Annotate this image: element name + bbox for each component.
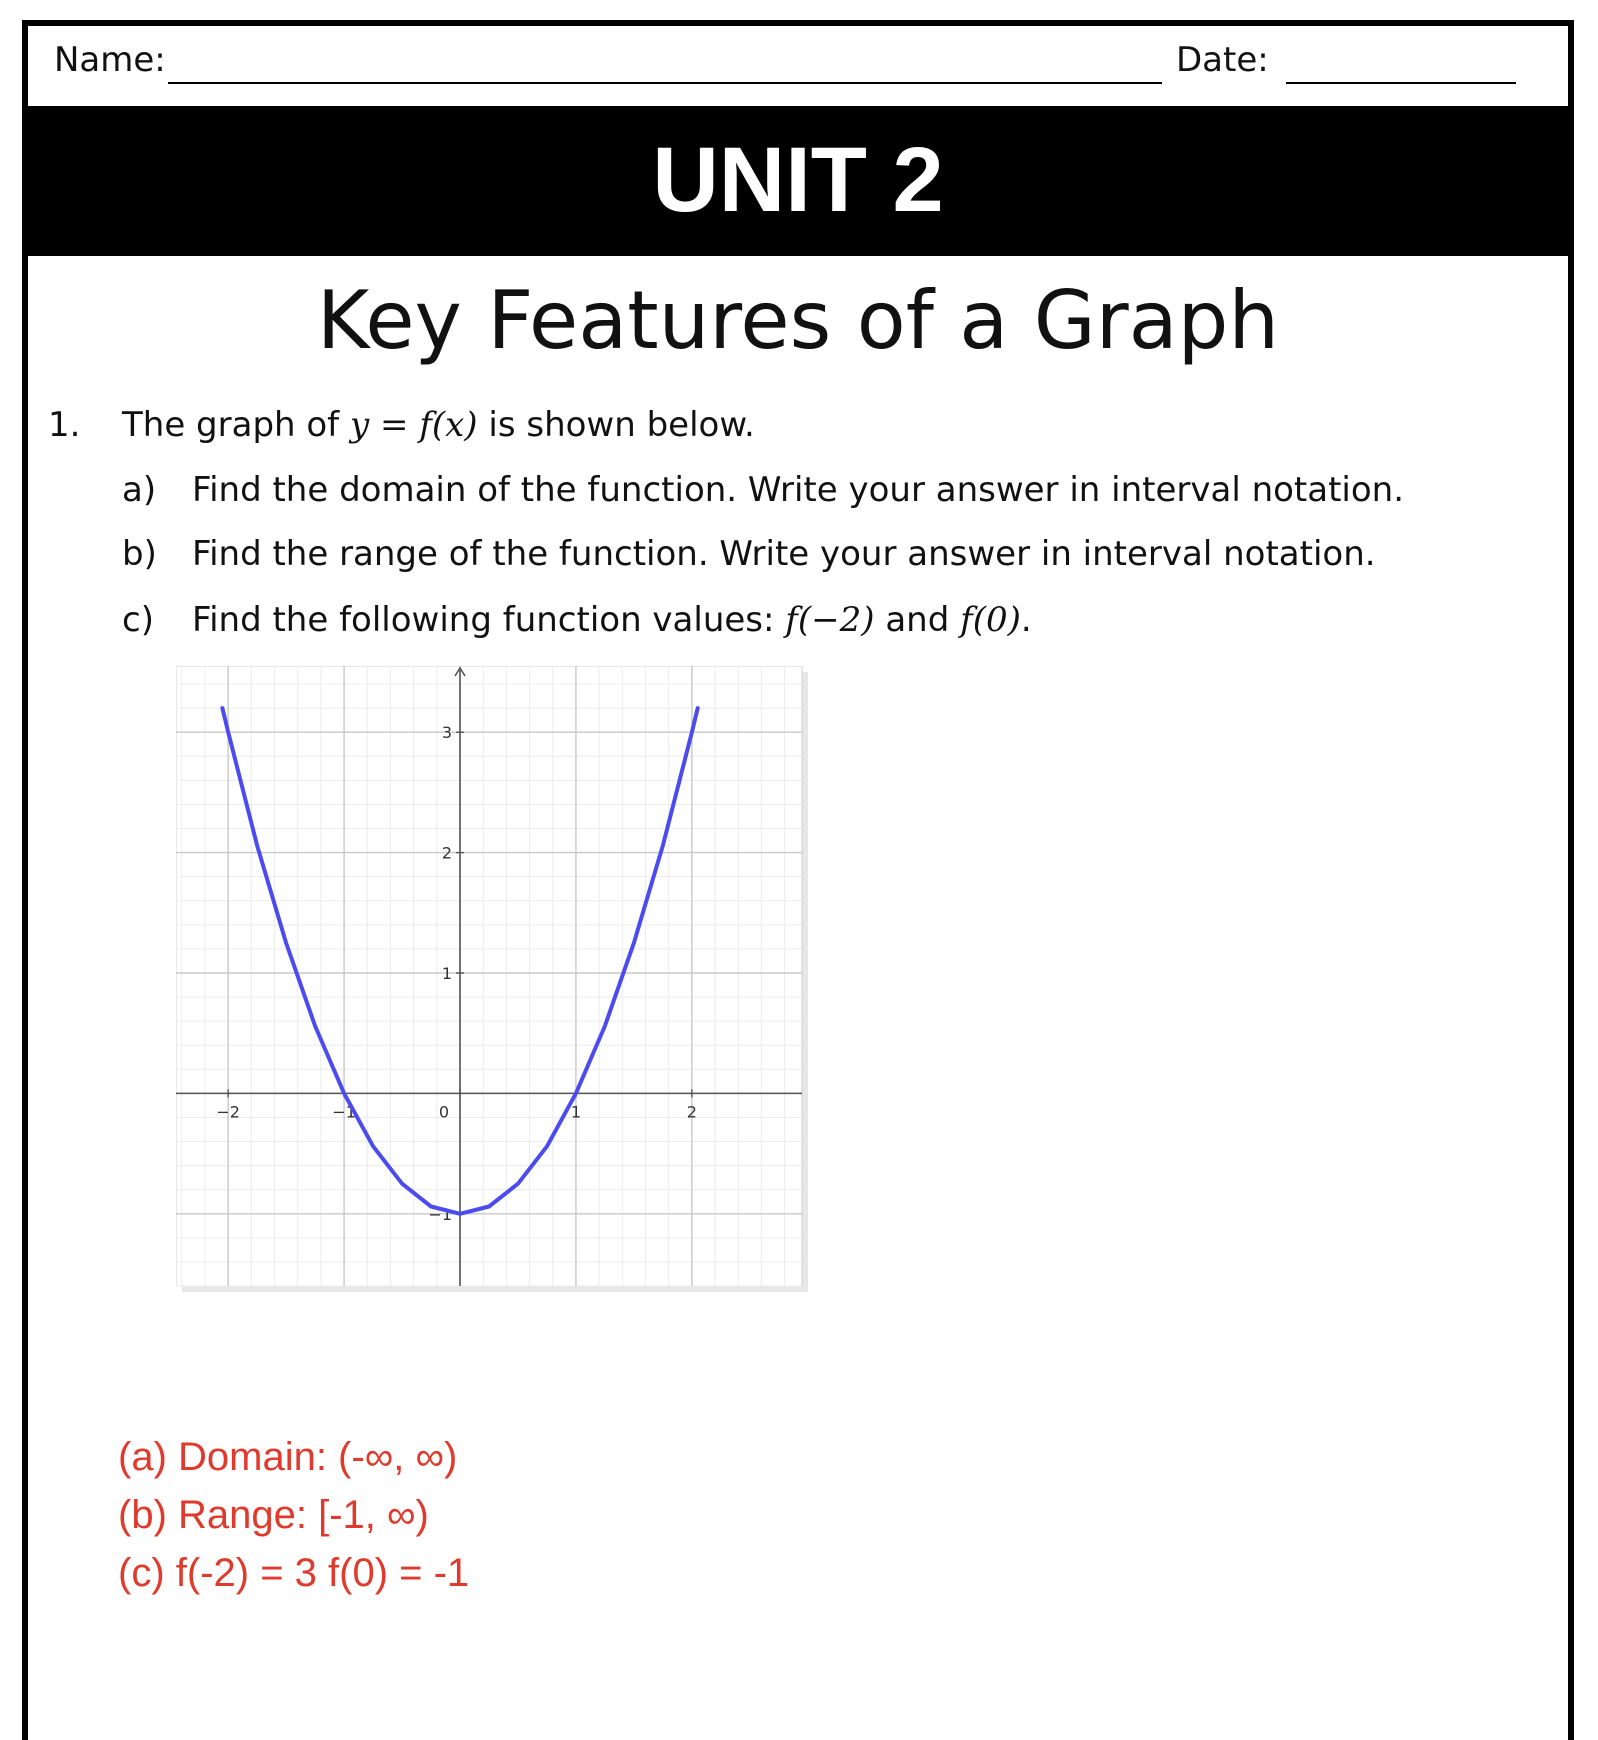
question-text bbox=[122, 405, 755, 445]
part-b bbox=[122, 534, 1376, 574]
part-c-math-1: f(−2) bbox=[785, 600, 875, 640]
question-math: y = f(x) bbox=[349, 405, 478, 445]
page-title: Key Features of a Graph bbox=[316, 274, 1280, 367]
part-b-text: Find the range of the function. Write your answer in interval notation. bbox=[192, 534, 1376, 574]
date-label: Date: bbox=[1176, 40, 1269, 80]
part-a-text: Find the domain of the function. Write your answer in interval notation. bbox=[192, 470, 1405, 510]
answer-c: (c) f(-2) = 3 f(0) = -1 bbox=[118, 1551, 470, 1595]
part-c-text-before: Find the following function values: bbox=[192, 600, 786, 640]
part-a-label: a) bbox=[122, 470, 157, 510]
question-text-before: The graph of bbox=[122, 405, 350, 445]
x-tick-label: 1 bbox=[570, 1102, 582, 1122]
date-field[interactable] bbox=[1286, 82, 1516, 84]
question-text-after: is shown below. bbox=[477, 405, 755, 445]
name-label: Name: bbox=[54, 40, 166, 80]
x-tick-label: 2 bbox=[686, 1102, 697, 1122]
y-tick-label: 2 bbox=[441, 843, 453, 863]
unit-banner bbox=[28, 106, 1568, 256]
y-tick-label: 3 bbox=[441, 723, 453, 743]
name-field[interactable] bbox=[168, 82, 1162, 84]
y-tick-label: 1 bbox=[441, 963, 453, 983]
answer-a: (a) Domain: (-∞, ∞) bbox=[118, 1435, 458, 1479]
part-c-math-2: f(0) bbox=[960, 600, 1021, 640]
part-b-label: b) bbox=[122, 534, 157, 574]
y-tick-label: −1 bbox=[428, 1204, 453, 1224]
question-number: 1. bbox=[48, 405, 81, 445]
function-graph bbox=[176, 666, 808, 1292]
part-a bbox=[122, 470, 1404, 510]
part-c-label: c) bbox=[122, 600, 154, 640]
x-tick-label: −2 bbox=[216, 1102, 240, 1122]
part-c-text-after: . bbox=[1020, 600, 1032, 640]
answer-block bbox=[118, 1428, 469, 1602]
unit-title: UNIT 2 bbox=[652, 129, 944, 231]
answer-b: (b) Range: [-1, ∞) bbox=[118, 1493, 429, 1537]
part-c-mid: and bbox=[874, 600, 961, 640]
part-c bbox=[122, 600, 1032, 640]
header-row bbox=[28, 26, 1568, 106]
x-tick-label: −1 bbox=[332, 1102, 356, 1122]
x-tick-label: 0 bbox=[438, 1102, 450, 1122]
